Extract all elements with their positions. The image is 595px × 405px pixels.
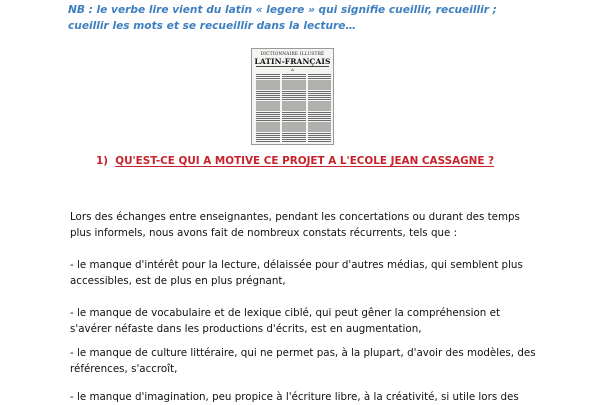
dictionary-text-column bbox=[256, 74, 280, 142]
list-item-vocabulary: - le manque de vocabulaire et de lexique ciblé, qui peut gêner la compréhension et s'avérer néfaste dans les productions d'écrits, est en augmentation, bbox=[70, 307, 500, 335]
list-item-literary-culture: - le manque de culture littéraire, qui ne permet pas, à la plupart, d'avoir des modèles, des références, s'accroît, bbox=[70, 347, 536, 375]
dictionary-text-column bbox=[282, 74, 306, 142]
nb-note: NB : le verbe lire vient du latin « legere » qui signifie cueillir, recueillir ; cueillir les mots et se recueillir dans la lecture… bbox=[68, 4, 497, 32]
dictionary-text-column bbox=[308, 74, 331, 142]
section-number: 1) bbox=[96, 155, 108, 167]
dictionary-letter: A bbox=[291, 67, 294, 72]
section-heading bbox=[96, 154, 494, 168]
dictionary-cover-image bbox=[251, 48, 334, 145]
section-title: QU'EST-CE QUI A MOTIVE CE PROJET A L'ECOLE JEAN CASSAGNE ? bbox=[115, 155, 495, 167]
dictionary-subtitle: DICTIONNAIRE ILLUSTRÉ bbox=[260, 52, 325, 57]
list-item-reading-interest: - le manque d'intérêt pour la lecture, délaissée pour d'autres médias, qui semblent plus accessibles, est de plus en plus prégnant, bbox=[70, 259, 523, 287]
intro-paragraph: Lors des échanges entre enseignantes, pendant les concertations ou durant des temps plus informels, nous avons fait de nombreux constats récurrents, tels que : bbox=[70, 211, 520, 239]
list-item-imagination: - le manque d'imagination, peu propice à l'écriture libre, à la créativité, si utile lors des bbox=[70, 391, 519, 403]
dictionary-title: LATIN-FRANÇAIS bbox=[254, 57, 331, 66]
